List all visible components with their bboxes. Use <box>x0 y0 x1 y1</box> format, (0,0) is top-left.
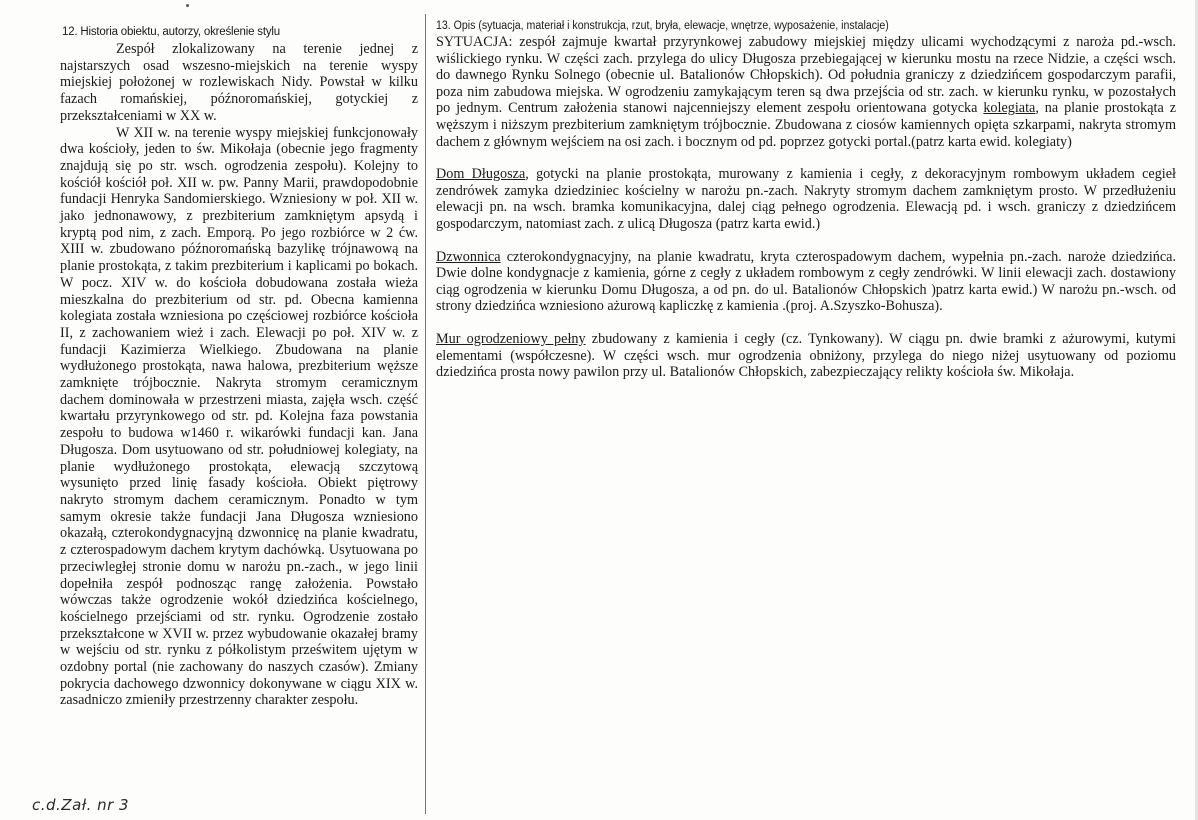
handwritten-note: c.d.Zał. nr 3 <box>32 796 130 814</box>
column-divider <box>425 14 426 814</box>
dzwonnica-text: czterokondygnacyjny, na planie kwadratu, kryta czterospadowym dachem, wypełnia pn.-zach. naroże dziedzińca. Dwie dolne kondygnacje z kamienia, górne z cegły z układem rombowym z cegły zendrówki. W linii elewacji zach. dostawiony ciąg ogrodzenia w kierunku Domu Długosza, a od pn. do ul. Batalionów Chłopskich )patrz karta ewid.) W narożu pn.-wsch. od strony dziedzińca wzniesiono ażurową kapliczkę z kamienia .(proj. A.Szyszko-Bohusza). <box>436 248 1176 315</box>
dzwonnica-block <box>436 249 1176 315</box>
dzwonnica-label: Dzwonnica <box>436 248 501 265</box>
description-section <box>436 20 1176 397</box>
dom-dlugosza-block <box>436 166 1176 232</box>
history-section <box>60 26 418 709</box>
mur-label: Mur ogrodzeniowy pełny <box>436 330 586 347</box>
description-heading: 13. Opis (sytuacja, materiał i konstrukcja, rzut, bryła, elewacje, wnętrze, wyposażenie, instalacje) <box>436 20 889 32</box>
kolegiata-link: kolegiata <box>983 100 1036 117</box>
history-heading: 12. Historia obiektu, autorzy, określenie stylu <box>62 26 280 38</box>
history-paragraph: Zespół zlokalizowany na terenie jednej z najstarszych osad wszesno-miejskich na terenie wyspy miejskiej położonej w rozlewiskach Nidy. Powstał w kilku fazach romańskiej, późnoromańskiej, gotyckiej z przekształceniami w XX w. <box>60 41 418 124</box>
dom-dlugosza-label: Dom Długosza <box>436 166 526 183</box>
situation-text: zespół zajmuje kwartał przyrynkowej zabudowy miejskiej między ulicami wychodzącymi z naroża pd.-wsch. wiślickiego rynku. W części zach. przylega do ulicy Długosza przebiegającej w kierunku mostu na rzece Nidzie, a części wsch. do dawnego Rynku Solnego (obecnie ul. Batalionów Chłopskich). Od południa graniczy z dziedzińcem gospodarczym parafii, poza nim zabudowa miejska. W ogrodzeniu zamykającym teren są dwa przejścia od str. zach. w kierunku rynku, w pozostałych po jednym. Centrum założenia stanowi najcenniejszy element zespołu orientowana gotycka <box>436 34 1176 117</box>
situation-block <box>436 34 1176 150</box>
mur-block <box>436 331 1176 381</box>
dom-dlugosza-text: , gotycki na planie prostokąta, murowany z kamienia i cegły, z dekoracyjnym rombowym układem cegieł zendrówek zamyka dziedziniec kościelny w narożu pn.-zach. Nakryty stromym dachem zamkniętym prosto. W przedłużeniu elewacji pn. na wsch. bramka komunikacyjna, dalej ciąg pełnego ogrodzenia. Elewacją pd. i wsch. graniczy z dziedzińcem gospodarczym, natomiast zach. z ulicą Długosza (patrz karta ewid.) <box>436 166 1176 232</box>
situation-label: SYTUACJA: <box>436 34 513 50</box>
scan-speck <box>186 4 189 7</box>
history-paragraph: W XII w. na terenie wyspy miejskiej funkcjonowały dwa kościoły, jeden to św. Mikołaja (obecnie jego fragmenty znajdują się po str. wsch. ogrodzenia zespołu). Kolejny to kościół kościół poł. XII w. pw. Panny Marii, prawdopodobnie fundacji Henryka Sandomierskiego. Wzniesiony w poł. XII w. jako jednonawowy, z prezbiterium zamkniętym apsydą i kryptą pod nim, z zach. Emporą. Po jego rozbiórce w 2 ćw. XIII w. zbudowano późnoromańską bazylikę trójnawową na planie prostokąta, z takim prezbiterium i kaplicami po bokach. W pocz. XIV w. do kościoła dobudowana została wieża mieszkalna do prezbiterium od str. pd. Obecna kamienna kolegiata została wzniesiona po częściowej rozbiórce kościoła II, z zachowaniem wież i zach. Elewacji po poł. XIV w. z fundacji Kazimierza Wielkiego. Zbudowana na planie wydłużonego prostokąta, nawa halowa, prezbiterium węższe zamknięte trójbocznie. Nakryta stromym ceramicznym dachem dominowała w przestrzeni miasta, zajęła wsch. część kwartału przyrynkowego od str. pd. Kolejna faza powstania zespołu to budowa w1460 r. wikarówki fundacji kan. Jana Długosza. Dom usytuowano od str. południowej kolegiaty, na planie wydłużonego prostokąta, elewacją szczytową wysunięto przed linię fasady kościoła. Obiekt piętrowy nakryto stromym dachem ceramicznym. Ponadto w tym samym okresie także fundacji Jana Długosza wzniesiono okazałą, czterokondygnacyjną dzwonnicę na planie kwadratu, z czterospadowym dachem krytym dachówką. Usytuowana po przeciwległej stronie domu w narożu pn.-zach., w jego linii dopełniła zespół podnosząc rangę założenia. Powstało wówczas także ogrodzenie wokół dziedzińca kościelnego, kościelnego przejściami od str. rynku. Ogrodzenie zostało przekształcone w XVII w. przez wybudowanie okazałej bramy w wejściu od str. rynku z półkolistym prześwitem ujętym w ozdobny portal (nie zachowany do naszych czasów). Zmiany pokrycia dachowego dzwonnicy dokonywane w ciągu XIX w. zasadniczo zmieniły przestrzenny charakter zespołu. <box>60 124 418 709</box>
mur-text: zbudowany z kamienia i cegły (cz. Tynkowany). W ciągu pn. dwie bramki z ażurowymi, kutymi elementami (współczesne). W części wsch. mur ogrodzenia obniżony, przylega do niego niżej usytuowany od poziomu dziedzińca prosta nowy pawilon przy ul. Batalionów Chłopskich, zabezpieczający relikty kościoła św. Mikołaja. <box>436 330 1176 381</box>
situation-tail: , na planie prostokąta z węższym i niższym prezbiterium zamkniętym trójbocznie. Zbudowana z ciosów kamiennych opięta szkarpami, nakryta stromym dachem z głównym wejściem na osi zach. i bocznym od pd. poprzez gotycki portal.(patrz karta ewid. kolegiaty) <box>436 100 1176 150</box>
